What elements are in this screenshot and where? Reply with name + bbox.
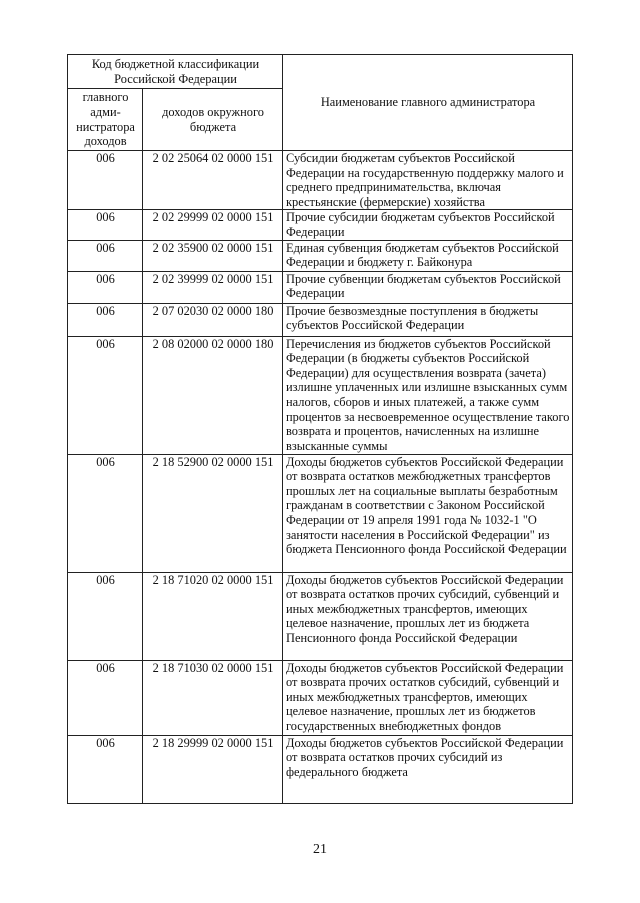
table-row: [68, 303, 573, 336]
budget-code-cell: 2 18 52900 02 0000 151: [143, 454, 283, 572]
administrator-name-cell: Прочие безвозмездные поступления в бюджеты субъектов Российской Федерации: [283, 303, 573, 336]
budget-code-cell: 2 18 29999 02 0000 151: [143, 735, 283, 803]
administrator-name-cell: Доходы бюджетов субъектов Российской Федерации от возврата остатков прочих субсидий, субвенций и иных межбюджетных трансфертов, имеющих целевое назначение, прошлых лет из бюджета Пенсионного фонда Российской Федерации: [283, 572, 573, 660]
admin-code-cell: 006: [68, 303, 143, 336]
admin-code-cell: 006: [68, 336, 143, 454]
administrator-name-cell: Прочие субсидии бюджетам субъектов Российской Федерации: [283, 210, 573, 240]
admin-code-cell: 006: [68, 735, 143, 803]
budget-code-cell: 2 18 71030 02 0000 151: [143, 660, 283, 735]
table-row: [68, 210, 573, 240]
table-row: [68, 454, 573, 572]
table-row: [68, 240, 573, 271]
admin-code-cell: 006: [68, 572, 143, 660]
admin-code-cell: 006: [68, 210, 143, 240]
administrator-name-cell: Перечисления из бюджетов субъектов Российской Федерации (в бюджеты субъектов Российской Федерации) для осуществления возврата (зачета) излишне уплаченных или излишне взысканных сумм налогов, сборов и иных платежей, а также сумм процентов за несвоевременное осуществление такого возврата и процентов, начисленных на излишне взысканные суммы: [283, 336, 573, 454]
budget-classification-table: [67, 54, 573, 804]
table-header: [68, 55, 573, 151]
table-row: [68, 572, 573, 660]
header-revenue-code: доходов окружного бюджета: [143, 89, 283, 151]
table-row: [68, 336, 573, 454]
budget-code-cell: 2 02 29999 02 0000 151: [143, 210, 283, 240]
header-chief-administrator: главного адми-нистратора доходов: [68, 89, 143, 151]
administrator-name-cell: Доходы бюджетов субъектов Российской Федерации от возврата остатков прочих субсидий из федерального бюджета: [283, 735, 573, 803]
table-row: [68, 735, 573, 803]
header-administrator-name: Наименование главного администратора: [283, 55, 573, 151]
budget-code-cell: 2 08 02000 02 0000 180: [143, 336, 283, 454]
table-row: [68, 151, 573, 210]
header-classification-group: Код бюджетной классификации Российской Федерации: [68, 55, 283, 89]
budget-code-cell: 2 02 39999 02 0000 151: [143, 271, 283, 303]
admin-code-cell: 006: [68, 271, 143, 303]
admin-code-cell: 006: [68, 240, 143, 271]
budget-code-cell: 2 02 25064 02 0000 151: [143, 151, 283, 210]
table-row: [68, 660, 573, 735]
administrator-name-cell: Единая субвенция бюджетам субъектов Российской Федерации и бюджету г. Байконура: [283, 240, 573, 271]
budget-code-cell: 2 02 35900 02 0000 151: [143, 240, 283, 271]
table-row: [68, 271, 573, 303]
administrator-name-cell: Доходы бюджетов субъектов Российской Федерации от возврата прочих остатков субсидий, субвенций и иных межбюджетных трансфертов, имеющих целевое назначение, прошлых лет из бюджетов государственных внебюджетных фондов: [283, 660, 573, 735]
page-number: 21: [313, 842, 327, 857]
admin-code-cell: 006: [68, 151, 143, 210]
admin-code-cell: 006: [68, 454, 143, 572]
administrator-name-cell: Субсидии бюджетам субъектов Российской Федерации на государственную поддержку малого и среднего предпринимательства, включая крестьянские (фермерские) хозяйства: [283, 151, 573, 210]
administrator-name-cell: Доходы бюджетов субъектов Российской Федерации от возврата остатков межбюджетных трансфертов прошлых лет на социальные выплаты безработным гражданам в соответствии с Законом Российской Федерации от 19 апреля 1991 года № 1032-1 "О занятости населения в Российской Федерации" из бюджета Пенсионного фонда Российской Федерации: [283, 454, 573, 572]
budget-code-cell: 2 07 02030 02 0000 180: [143, 303, 283, 336]
admin-code-cell: 006: [68, 660, 143, 735]
administrator-name-cell: Прочие субвенции бюджетам субъектов Российской Федерации: [283, 271, 573, 303]
table-body: [68, 151, 573, 804]
budget-code-cell: 2 18 71020 02 0000 151: [143, 572, 283, 660]
